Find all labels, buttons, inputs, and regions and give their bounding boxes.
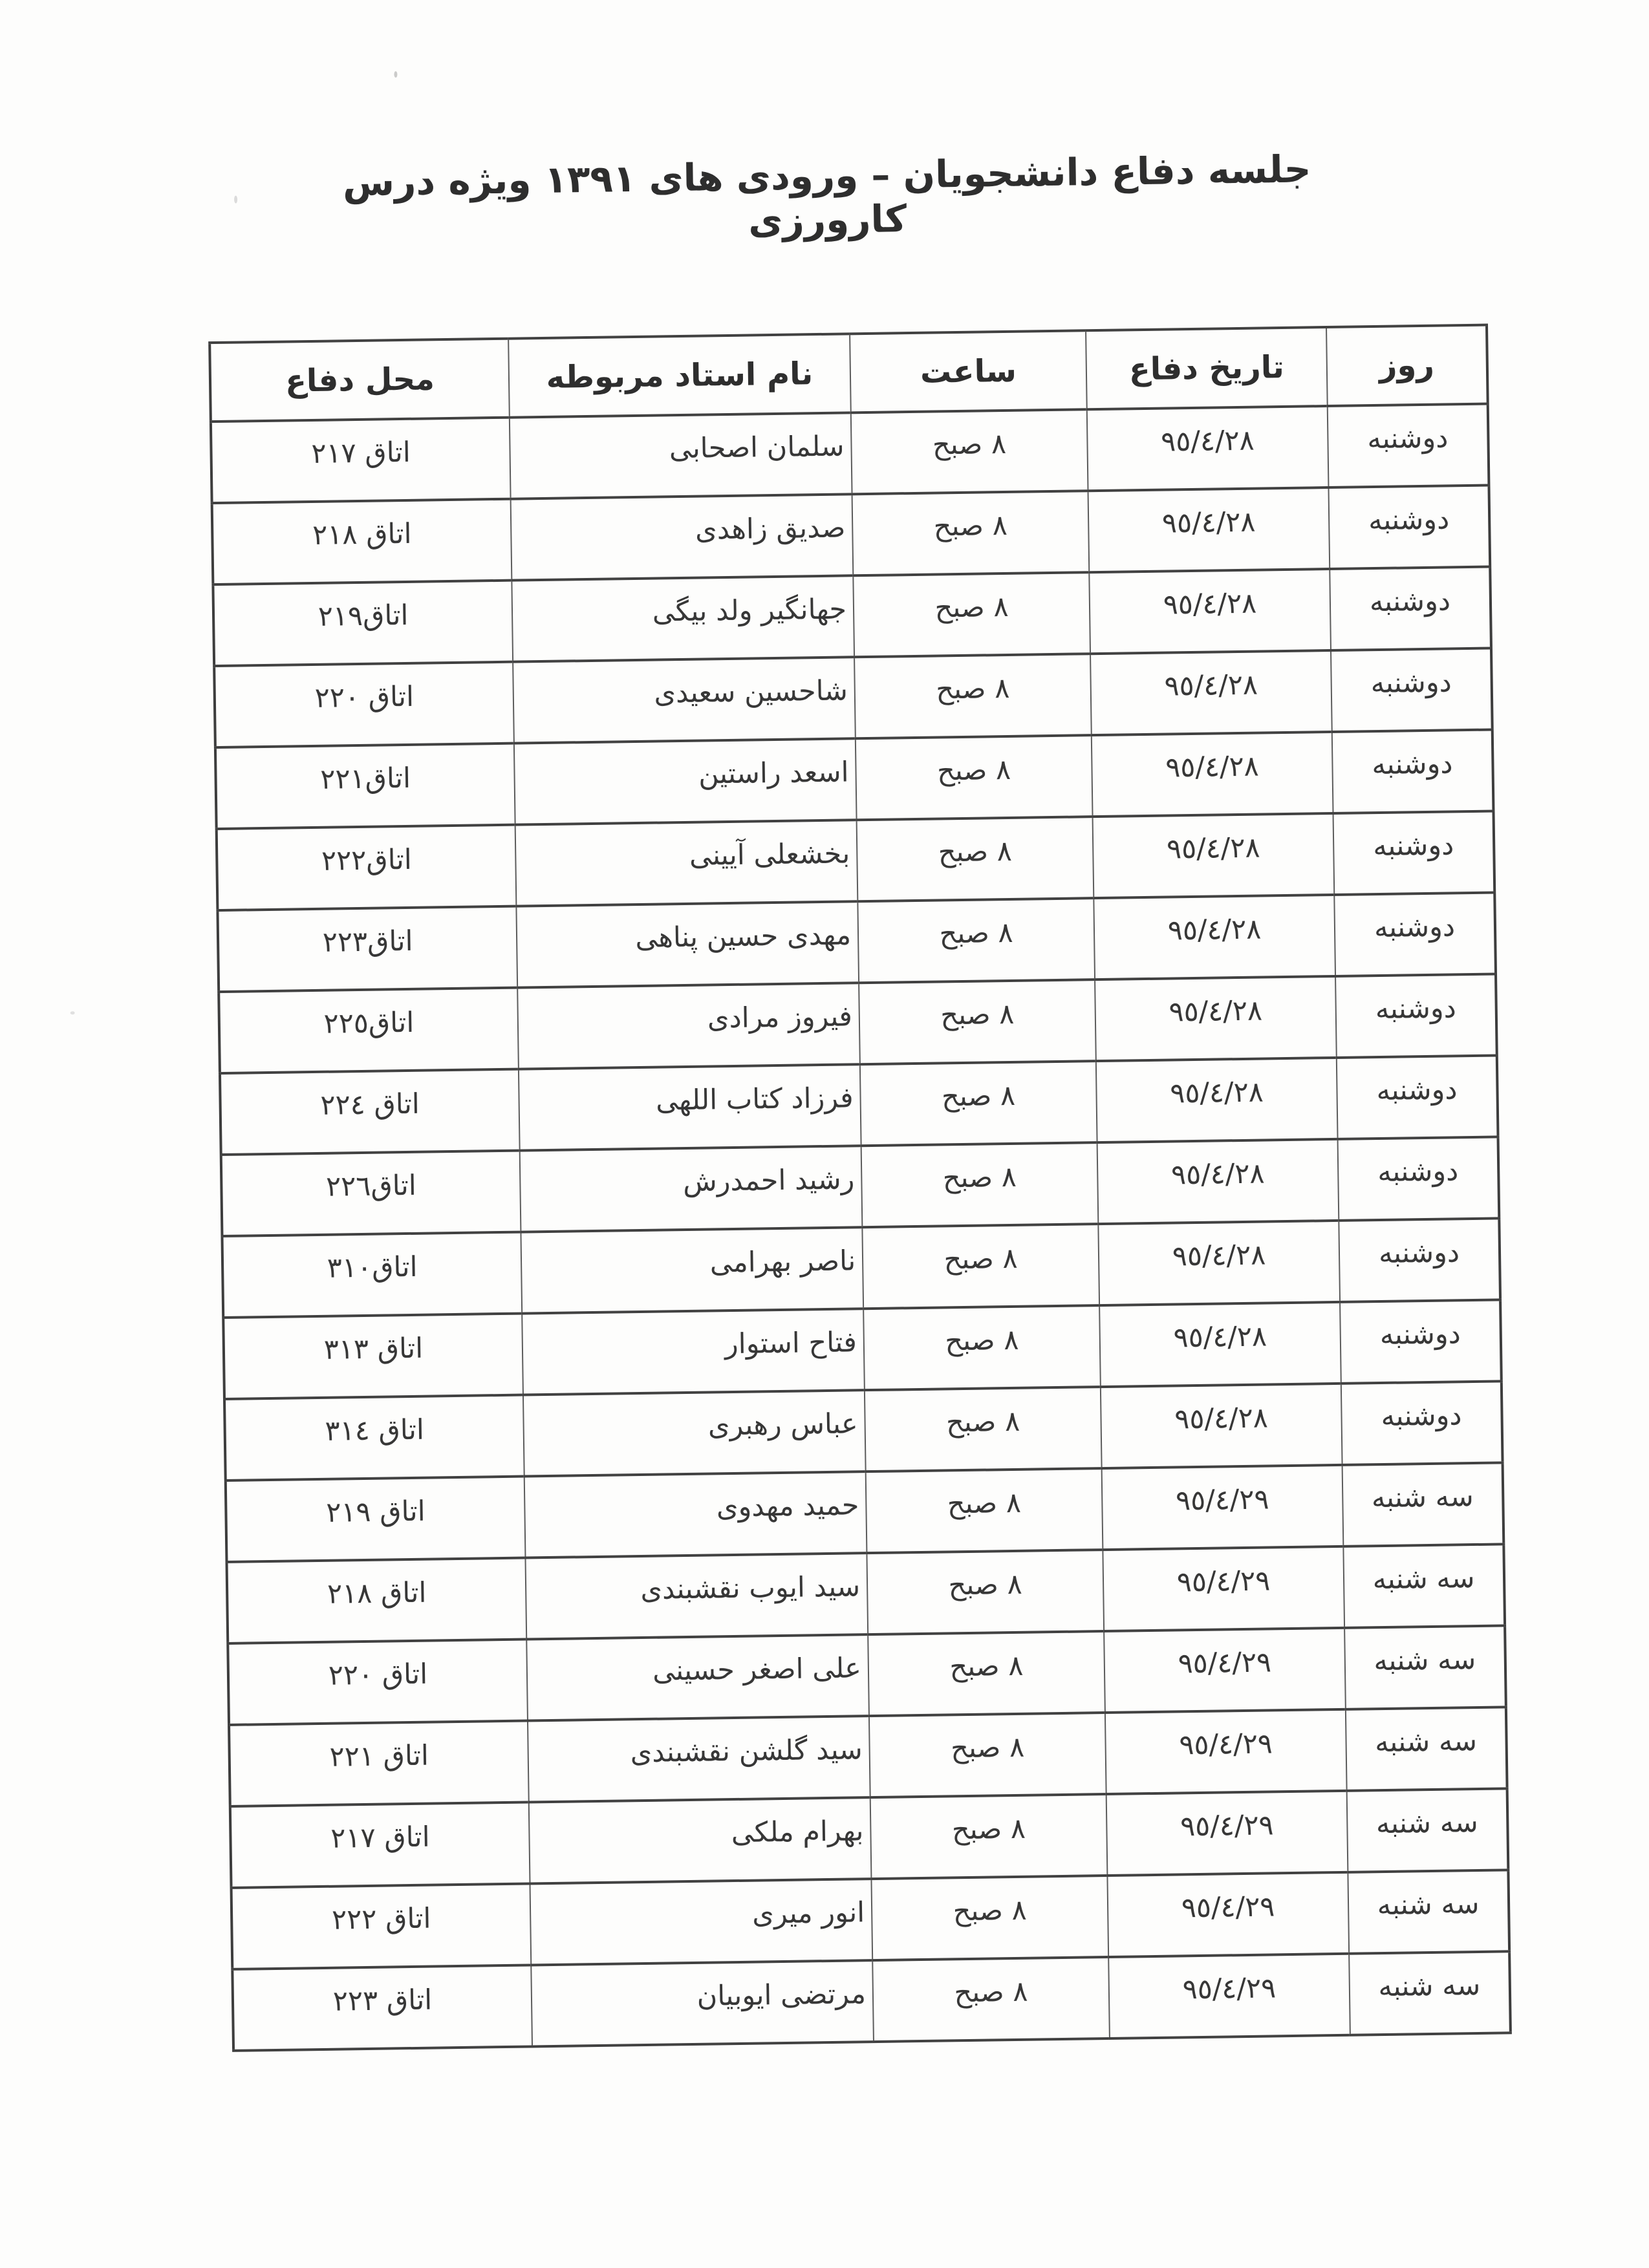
- cell-day: سه شنبه: [1348, 1870, 1509, 1953]
- cell-defense-location: اتاق٢٢٦: [221, 1151, 521, 1236]
- cell-day: دوشنبه: [1341, 1381, 1503, 1464]
- cell-professor-name: بهرام ملکی: [529, 1797, 872, 1883]
- cell-day: دوشنبه: [1339, 1218, 1500, 1301]
- cell-professor-name: فیروز مرادی: [517, 983, 860, 1069]
- cell-defense-date: ٩٥/٤/٢٨: [1087, 406, 1329, 491]
- cell-day: دوشنبه: [1334, 892, 1496, 976]
- cell-day: دوشنبه: [1330, 567, 1491, 650]
- cell-defense-date: ٩٥/٤/٢٨: [1093, 813, 1335, 898]
- page-title: جلسه دفاع دانشجویان – ورودی های ۱۳۹۱ ویژه درس کارورزی: [342, 147, 1311, 243]
- column-header-professor: نام استاد مربوطه: [508, 334, 851, 417]
- cell-day: دوشنبه: [1337, 1055, 1498, 1139]
- cell-time: ٨ صبح: [857, 817, 1094, 901]
- cell-defense-location: اتاق٢٢٥: [219, 988, 519, 1073]
- cell-defense-date: ٩٥/٤/٢٨: [1097, 1139, 1339, 1224]
- cell-defense-location: اتاق٢٢١: [215, 744, 515, 829]
- cell-defense-date: ٩٥/٤/٢٩: [1108, 1954, 1350, 2038]
- cell-day: دوشنبه: [1328, 404, 1489, 487]
- cell-professor-name: رشید احمدرش: [520, 1146, 863, 1232]
- cell-defense-location: اتاق ٢٢٠: [228, 1640, 528, 1725]
- cell-defense-date: ٩٥/٤/٢٨: [1094, 895, 1335, 979]
- cell-defense-location: اتاق ٢١٩: [226, 1477, 526, 1562]
- cell-defense-date: ٩٥/٤/٢٨: [1088, 487, 1330, 572]
- cell-day: دوشنبه: [1335, 974, 1497, 1057]
- cell-professor-name: عباس رهبری: [523, 1390, 866, 1476]
- cell-defense-location: اتاق ٢٢٤: [220, 1069, 520, 1155]
- cell-professor-name: ناصر بهرامی: [521, 1227, 863, 1313]
- cell-time: ٨ صبح: [865, 1387, 1102, 1471]
- cell-time: ٨ صبح: [871, 1876, 1108, 1960]
- cell-defense-date: ٩٥/٤/٢٨: [1096, 1058, 1338, 1142]
- cell-professor-name: فتاح استوار: [522, 1309, 865, 1395]
- cell-time: ٨ صبح: [853, 572, 1090, 657]
- cell-professor-name: شاحسین سعیدی: [513, 657, 856, 743]
- cell-time: ٨ صبح: [863, 1305, 1101, 1390]
- scan-speck: [394, 71, 397, 78]
- cell-defense-location: اتاق ٣١٣: [223, 1314, 523, 1399]
- cell-time: ٨ صبح: [852, 491, 1090, 575]
- cell-defense-location: اتاق٢٢٣: [217, 906, 517, 992]
- cell-defense-date: ٩٥/٤/٢٩: [1105, 1709, 1347, 1794]
- cell-defense-date: ٩٥/٤/٢٩: [1104, 1628, 1346, 1713]
- cell-professor-name: سلمان اصحابی: [510, 412, 852, 498]
- cell-day: سه شنبه: [1343, 1544, 1505, 1627]
- cell-defense-location: اتاق ٣١٤: [224, 1395, 524, 1481]
- cell-defense-date: ٩٥/٤/٢٨: [1095, 976, 1337, 1061]
- cell-defense-date: ٩٥/٤/٢٩: [1102, 1465, 1344, 1550]
- cell-day: سه شنبه: [1349, 1951, 1511, 2035]
- cell-professor-name: فرزاد کتاب اللهی: [519, 1064, 861, 1150]
- cell-defense-location: اتاق٢٢٢: [217, 825, 517, 910]
- cell-time: ٨ صبح: [861, 1142, 1099, 1227]
- cell-defense-location: اتاق ٢٢٣: [232, 1965, 532, 2050]
- cell-time: ٨ صبح: [860, 1061, 1097, 1146]
- cell-time: ٨ صبح: [857, 898, 1095, 983]
- cell-defense-location: اتاق٢١٩: [213, 581, 513, 666]
- column-header-date: تاریخ دفاع: [1086, 327, 1328, 409]
- cell-defense-location: اتاق ٢١٨: [212, 499, 512, 584]
- cell-day: دوشنبه: [1331, 648, 1493, 732]
- cell-defense-date: ٩٥/٤/٢٩: [1106, 1791, 1348, 1876]
- cell-professor-name: سید ایوب نقشبندی: [525, 1553, 868, 1639]
- cell-professor-name: سید گلشن نقشبندی: [528, 1716, 870, 1802]
- cell-defense-location: اتاق ٢١٧: [211, 418, 511, 503]
- cell-defense-date: ٩٥/٤/٢٨: [1098, 1221, 1340, 1305]
- cell-time: ٨ صبح: [867, 1550, 1104, 1634]
- cell-defense-location: اتاق ٢٢١: [229, 1720, 529, 1806]
- cell-day: دوشنبه: [1332, 730, 1494, 813]
- cell-defense-date: ٩٥/٤/٢٨: [1101, 1384, 1342, 1468]
- cell-defense-date: ٩٥/٤/٢٩: [1103, 1546, 1344, 1631]
- cell-time: ٨ صبح: [869, 1713, 1106, 1797]
- cell-day: دوشنبه: [1333, 811, 1495, 895]
- cell-defense-date: ٩٥/٤/٢٩: [1107, 1872, 1349, 1957]
- cell-day: سه شنبه: [1342, 1462, 1504, 1546]
- cell-professor-name: اسعد راستین: [514, 738, 857, 824]
- cell-professor-name: مهدی حسین پناهی: [516, 901, 859, 987]
- column-header-day: روز: [1326, 325, 1488, 406]
- schedule-table-body: [211, 404, 1511, 2051]
- cell-professor-name: انور میری: [530, 1879, 873, 1965]
- cell-time: ٨ صبح: [856, 735, 1093, 820]
- cell-time: ٨ صبح: [851, 409, 1088, 494]
- cell-day: سه شنبه: [1347, 1788, 1509, 1872]
- cell-defense-location: اتاق ٢١٧: [230, 1802, 530, 1887]
- cell-defense-date: ٩٥/٤/٢٨: [1090, 650, 1332, 735]
- cell-time: ٨ صبح: [859, 979, 1096, 1064]
- scan-speck: [70, 1011, 75, 1014]
- cell-time: ٨ صبح: [870, 1794, 1108, 1879]
- cell-day: سه شنبه: [1346, 1707, 1507, 1790]
- table-row: [232, 1951, 1511, 2051]
- column-header-location: محل دفاع: [210, 339, 510, 422]
- cell-defense-location: اتاق ٢١٨: [227, 1558, 527, 1643]
- cell-professor-name: صدیق زاهدی: [511, 494, 854, 580]
- column-header-time: ساعت: [850, 330, 1087, 412]
- cell-time: ٨ صبح: [872, 1957, 1110, 2042]
- cell-time: ٨ صبح: [854, 654, 1092, 738]
- cell-defense-location: اتاق ٢٢٢: [232, 1883, 532, 1969]
- cell-professor-name: حمید مهدوی: [524, 1471, 867, 1557]
- cell-professor-name: جهانگیر ولد بیگی: [512, 575, 854, 661]
- cell-time: ٨ صبح: [868, 1631, 1105, 1716]
- cell-day: دوشنبه: [1328, 486, 1490, 569]
- cell-day: سه شنبه: [1344, 1625, 1506, 1709]
- cell-defense-date: ٩٥/٤/٢٨: [1099, 1302, 1341, 1387]
- cell-defense-date: ٩٥/٤/٢٨: [1092, 732, 1333, 817]
- cell-professor-name: بخشعلی آیینی: [515, 820, 858, 906]
- cell-day: دوشنبه: [1338, 1137, 1500, 1220]
- cell-defense-location: اتاق٣١٠: [222, 1232, 522, 1318]
- cell-professor-name: علی اصغر حسینی: [526, 1634, 869, 1720]
- cell-defense-date: ٩٥/٤/٢٨: [1089, 569, 1331, 654]
- cell-time: ٨ صبح: [862, 1224, 1099, 1309]
- scan-speck: [234, 196, 237, 204]
- cell-day: دوشنبه: [1340, 1300, 1502, 1383]
- cell-professor-name: مرتضی ایوبیان: [531, 1960, 874, 2046]
- defense-schedule-table: [208, 324, 1512, 2052]
- cell-time: ٨ صبح: [866, 1468, 1103, 1553]
- cell-defense-location: اتاق ٢٢٠: [214, 662, 514, 747]
